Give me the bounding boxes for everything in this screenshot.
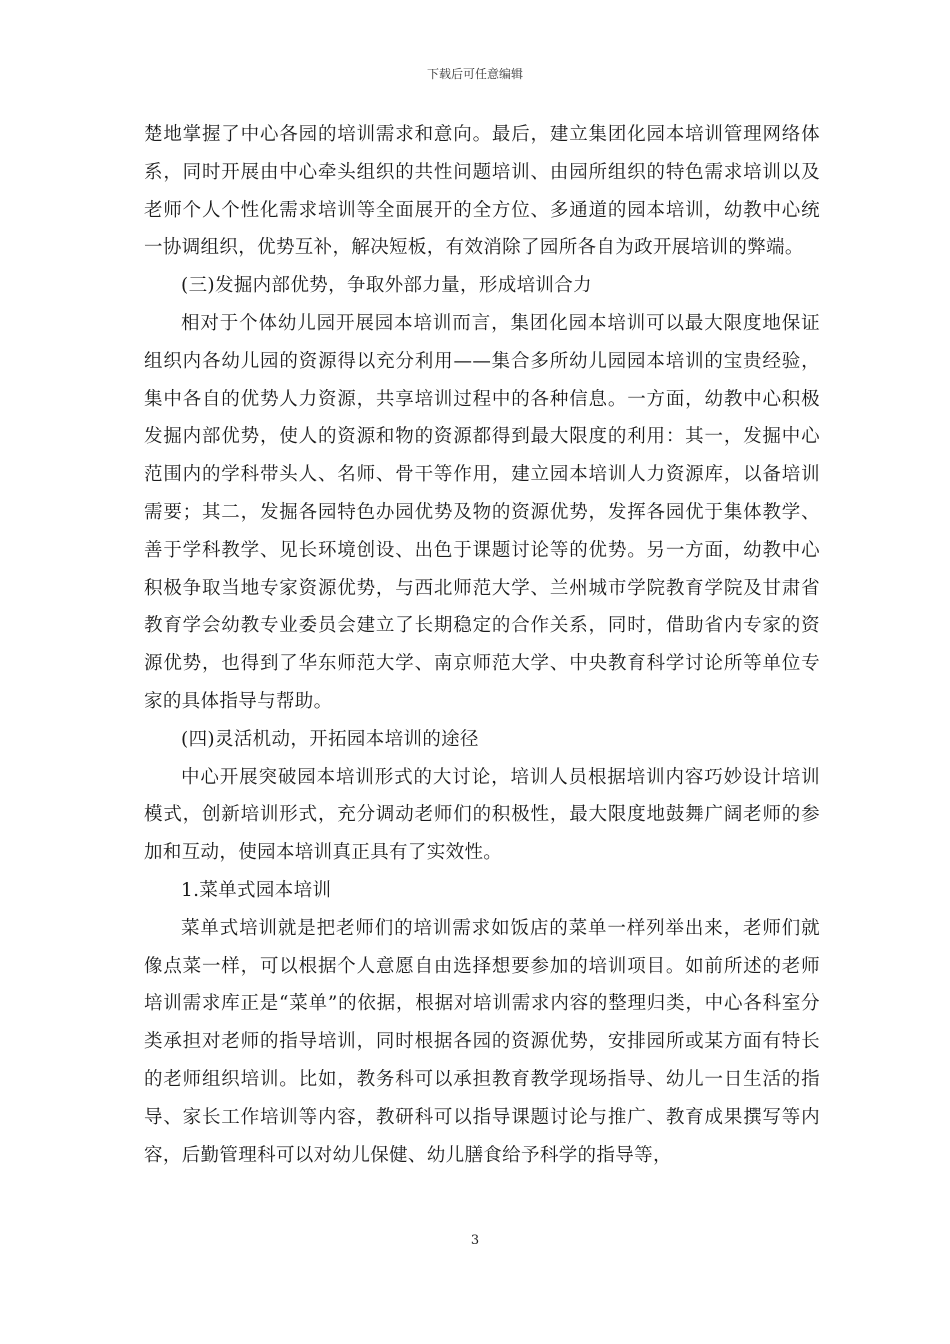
document-body <box>144 116 820 1174</box>
paragraph: 中心开展突破园本培训形式的大讨论，培训人员根据培训内容巧妙设计培训模式，创新培训形式，充分调动老师们的积极性，最大限度地鼓舞广阔老师的参加和互动，使园本培训真正具有了实效性。 <box>144 766 820 864</box>
section-heading-4: (四)灵活机动，开拓园本培训的途径 <box>181 728 479 750</box>
paragraph-continuation: 楚地掌握了中心各园的培训需求和意向。最后，建立集团化园本培训管理网络体系，同时开展由中心牵头组织的共性问题培训、由园所组织的特色需求培训以及老师个人个性化需求培训等全面展开的全方位、多通道的园本培训，幼教中心统一协调组织，优势互补，解决短板，有效消除了园所各自为政开展培训的弊端。 <box>144 124 820 259</box>
subsection-heading-1: 1.菜单式园本培训 <box>181 879 332 901</box>
page-header-note: 下载后可任意编辑 <box>426 67 523 81</box>
paragraph: 相对于个体幼儿园开展园本培训而言，集团化园本培训可以最大限度地保证组织内各幼儿园的资源得以充分利用——集合多所幼儿园园本培训的宝贵经验，集中各自的优势人力资源，共享培训过程中的各种信息。一方面，幼教中心积极发掘内部优势，使人的资源和物的资源都得到最大限度的利用：其一，发掘中心范围内的学科带头人、名师、骨干等作用，建立园本培训人力资源库，以备培训需要；其二，发掘各园特色办园优势及物的资源优势，发挥各园优于集体教学、善于学科教学、见长环境创设、出色于课题讨论等的优势。另一方面，幼教中心积极争取当地专家资源优势，与西北师范大学、兰州城市学院教育学院及甘肃省教育学会幼教专业委员会建立了长期稳定的合作关系，同时，借助省内专家的资源优势，也得到了华东师范大学、南京师范大学、中央教育科学讨论所等单位专家的具体指导与帮助。 <box>144 312 820 712</box>
section-heading-3: (三)发掘内部优势，争取外部力量，形成培训合力 <box>181 275 592 297</box>
paragraph: 菜单式培训就是把老师们的培训需求如饭店的菜单一样列举出来，老师们就像点菜一样，可以根据个人意愿自由选择想要参加的培训项目。如前所述的老师培训需求库正是“菜单”的依据，根据对培训需求内容的整理归类，中心各科室分类承担对老师的指导培训，同时根据各园的资源优势，安排园所或某方面有特长的老师组织培训。比如，教务科可以承担教育教学现场指导、幼儿一日生活的指导、家长工作培训等内容，教研科可以指导课题讨论与推广、教育成果撰写等内容，后勤管理科可以对幼儿保健、幼儿膳食给予科学的指导等， <box>144 917 820 1166</box>
page-number: 3 <box>470 1233 480 1248</box>
